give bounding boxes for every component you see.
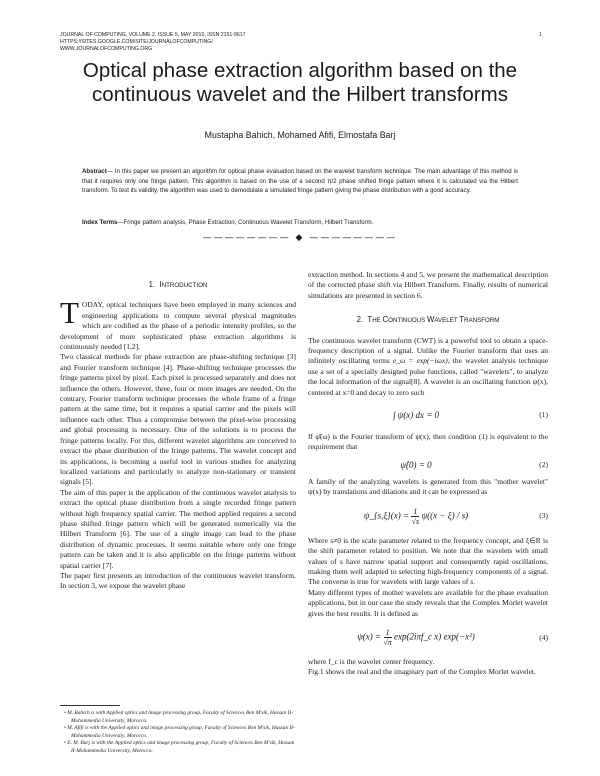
footnote-text: E. M. Barj is with the Applied optics and image processing group, Faculty of Sciences Ben M'sik, Hassan II-Mohammedia University, Morocco. <box>67 740 295 754</box>
intro-p1-text: ODAY, optical techniques have been employed in many sciences and engineering applications to compute several physical magnitudes which are codified as the phase of a periodic intensity profiles, so the development of more sophisticated phase extraction algorithms is continuously needed [1,2]. <box>60 300 296 352</box>
footnote-item: • M. Afifi is with the Applied optics and image processing group, Faculty of Sciences Ben M'sik, Hassan II-Mohammedia University, Morocco. <box>64 725 295 739</box>
section-separator: ———————— ◆ ———————— <box>202 233 398 243</box>
footnote-text: M. Afifi is with the Applied optics and image processing group, Faculty of Sciences Ben M'sik, Hassan II-Mohammedia University, Morocco. <box>67 725 295 739</box>
fraction-numerator: 1 <box>385 628 390 638</box>
fraction-denominator: √π <box>383 638 392 648</box>
title-part: HE <box>372 317 383 325</box>
cwt-paragraph-6: where f_c is the wavelet center frequency. <box>308 656 435 666</box>
title-part: W <box>427 315 435 325</box>
dropcap: T <box>60 295 79 331</box>
footnote-item: • E. M. Barj is with the Applied optics and image processing group, Faculty of Sciences Ben M'sik, Hassan II-Mohammedia University, Morocco. <box>64 740 295 754</box>
cwt-p1-text-a: The continuous wavelet transform (CWT) is a powerful tool to obtain a space-frequency description of a signal. Unlike the Fourier transform that uses an infinitely oscillating terms <box>308 335 548 366</box>
footnote-text: M. Bahich is with Applied optics and image processing group, Faculty of Sciences Ben M'sik, Hassan II-Mohammedia University, Morocco. <box>67 710 293 724</box>
equation-4-number: (4) <box>539 632 548 642</box>
right-column <box>308 270 548 678</box>
equation-4-rhs: exp(2iπf_c x) exp(−x²) <box>394 632 475 642</box>
intro-paragraph-3: The aim of this paper is the application of the continuous wavelet analysis to extract the optical phase distribution from a single recorded fringe pattern without high frequency spatial carrier. The method applied requires a second phase shifted fringe pattern which will be generated numerically via the Hilbert Transform [6]. The use of a single image can lead to the phase distribution of dynamic processes. It seems suitable where only one fringe pattern can be taken and it is also applicable on the fringe patterns without spatial carrier [7]. <box>60 487 296 570</box>
fraction-denominator: √s <box>411 517 420 527</box>
cwt-paragraph-5: Many different types of mother wavelets are available for the phase evaluation applications, but in our case the study reveals that the Complex Morlet wavelet gives the best results. It is defined as <box>308 587 548 618</box>
section-1-heading <box>60 280 296 291</box>
equation-2-number: (2) <box>539 459 548 469</box>
title-part: T <box>367 315 373 325</box>
cwt-paragraph-3: A family of the analyzing wavelets is generated from this "mother wavelet" ψ(x) by translations and dilations and it can be expressed as <box>308 476 548 497</box>
title-part: C <box>382 315 389 325</box>
index-terms-text: —Fringe pattern analysis, Phase Extraction, Continuous Wavelet Transform, Hilbert Transform. <box>117 219 374 226</box>
equation-3-rhs: ψ((x − ξ) / s) <box>421 510 469 521</box>
abstract-label: Abstract <box>82 168 107 175</box>
journal-header <box>60 32 246 53</box>
header-journal-line: JOURNAL OF COMPUTING, VOLUME 2, ISSUE 5, MAY 2010, ISSN 2151-9617 <box>60 32 246 38</box>
footnote-rule <box>60 705 120 706</box>
cwt-paragraph-4: Where s≠0 is the scale parameter related to the frequency concept, and ξ∈R is the shift parameter related to position. We note that the wavelets with small values of s have narrow spatial support and consequently rapid oscillations, making them well adapted to selecting high-frequency components of a signal. The converse is true for wavelets with large values of s. <box>308 535 548 587</box>
title-part: T <box>459 315 465 325</box>
equation-1 <box>308 402 548 428</box>
page-number: 1 <box>539 32 542 38</box>
intro-paragraph-4-continued: extraction method. In sections 4 and 5, we present the mathematical description of the corrected phase shift via Hilbert Transform. Finally, results of numerical simulations are presented in section 6. <box>308 270 548 300</box>
intro-paragraph-2: Two classical methods for phase extraction are phase-shifting technique [3] and Fourier transform technique [4]. Phase-shifting technique processes the fringe patterns pixel by pixel. Each pixel is processed separately and does not influence the others. However, three, four or more images are needed. On the contrary, Fourier transform technique processes the whole frame of a fringe pattern at the same time, but it requires a spatial carrier and the pixels will influence each other. Thus a compromise between the pixel-wise processing and global processing is necessary. One of the solutions is to process the fringe patterns locally. For this, different wavelet algorithms are conceived to extract the phase distribution of the fringe patterns. The wavelet concept and its applications, is becoming a useful tool in various studies for analyzing localized variations and particularly to analyze non-stationary or transient signals [5]. <box>60 352 296 487</box>
equation-1-number: (1) <box>539 409 548 419</box>
index-terms-label: Index Terms <box>82 219 118 226</box>
fourier-term: e_ω = exp(−iωx) <box>392 356 448 366</box>
abstract-text: — In this paper we present an algorithm for optical phase evaluation based on the wavelet transform technique. The main advantage of this method is that it requires only one fringe pattern. This algorithm is based on the use of a second π/2 phase shifted fringe pattern where it is calculated via the Hilbert transform. To test its validity, the algorithm was used to demodulate a simulated fringe pattern giving the phase distribution with a good accuracy. <box>82 168 518 195</box>
equation-4-fraction <box>383 628 391 647</box>
left-column <box>60 280 296 592</box>
index-terms <box>82 218 518 227</box>
footnote-item: • M. Bahich is with Applied optics and image processing group, Faculty of Sciences Ben M'sik, Hassan II-Mohammedia University, Morocco. <box>64 710 293 724</box>
equation-4-body <box>308 628 524 647</box>
paper-title: Optical phase extraction algorithm based on the continuous wavelet and the Hilbert transforms <box>82 59 518 106</box>
authors: Mustapha Bahich, Mohamed Afifi, Elmostafa Barj <box>204 130 396 140</box>
equation-3 <box>308 502 548 532</box>
section-title-rest: NTRODUCTION <box>161 282 208 289</box>
equation-3-number: (3) <box>539 511 548 521</box>
cwt-paragraph-7: Fig.1 shows the real and the imaginary part of the Complex Morlet wavelet. <box>308 667 536 677</box>
section-2-heading <box>308 315 548 326</box>
footnotes <box>64 710 296 755</box>
fraction-numerator: 1 <box>413 507 418 517</box>
intro-paragraph-4: The paper first presents an introduction of the continuous wavelet transform. In section 3, we expose the wavelet phase <box>60 570 296 591</box>
section-number: 2. <box>356 315 364 325</box>
header-site-link[interactable]: HTTPS://SITES.GOOGLE.COM/SITE/JOURNALOFCOMPUTING/ <box>60 39 213 45</box>
abstract <box>82 167 518 196</box>
cwt-p1-text-b: , the wavelet analysis technique use a set of a specially designed pulse functions, called "wavelets", to analyze the local information of the signal[8]. A wavelet is an oscillating function ψ(x), centered at x=0 and decay to zero such <box>308 356 549 397</box>
equation-1-body: ∫ ψ(x) dx = 0 <box>392 409 440 420</box>
cwt-paragraph-2: If ψ̂(ω) is the Fourier transform of ψ(x), then condition (1) is equivalent to the requirement that <box>308 432 548 452</box>
section-title-cap: I <box>159 280 162 289</box>
intro-paragraph-1 <box>60 295 296 352</box>
equation-3-fraction <box>411 507 419 526</box>
equation-3-body <box>308 507 524 526</box>
title-part: RANSFORM <box>464 317 500 325</box>
header-web-link[interactable]: WWW.JOURNALOFCOMPUTING.ORG <box>60 46 153 52</box>
equation-2 <box>308 457 548 473</box>
equation-4-lhs: ψ(x) = <box>357 632 382 642</box>
section-number: 1. <box>148 280 156 289</box>
cwt-paragraph-1 <box>308 336 548 398</box>
equation-2-body: ψ̂(0) = 0 <box>400 459 432 470</box>
equation-4 <box>308 623 548 653</box>
equation-3-lhs: ψ_{s,ξ}(x) = <box>363 510 410 521</box>
title-part: ONTINUOUS <box>388 317 428 325</box>
title-part: AVELET <box>434 317 460 325</box>
